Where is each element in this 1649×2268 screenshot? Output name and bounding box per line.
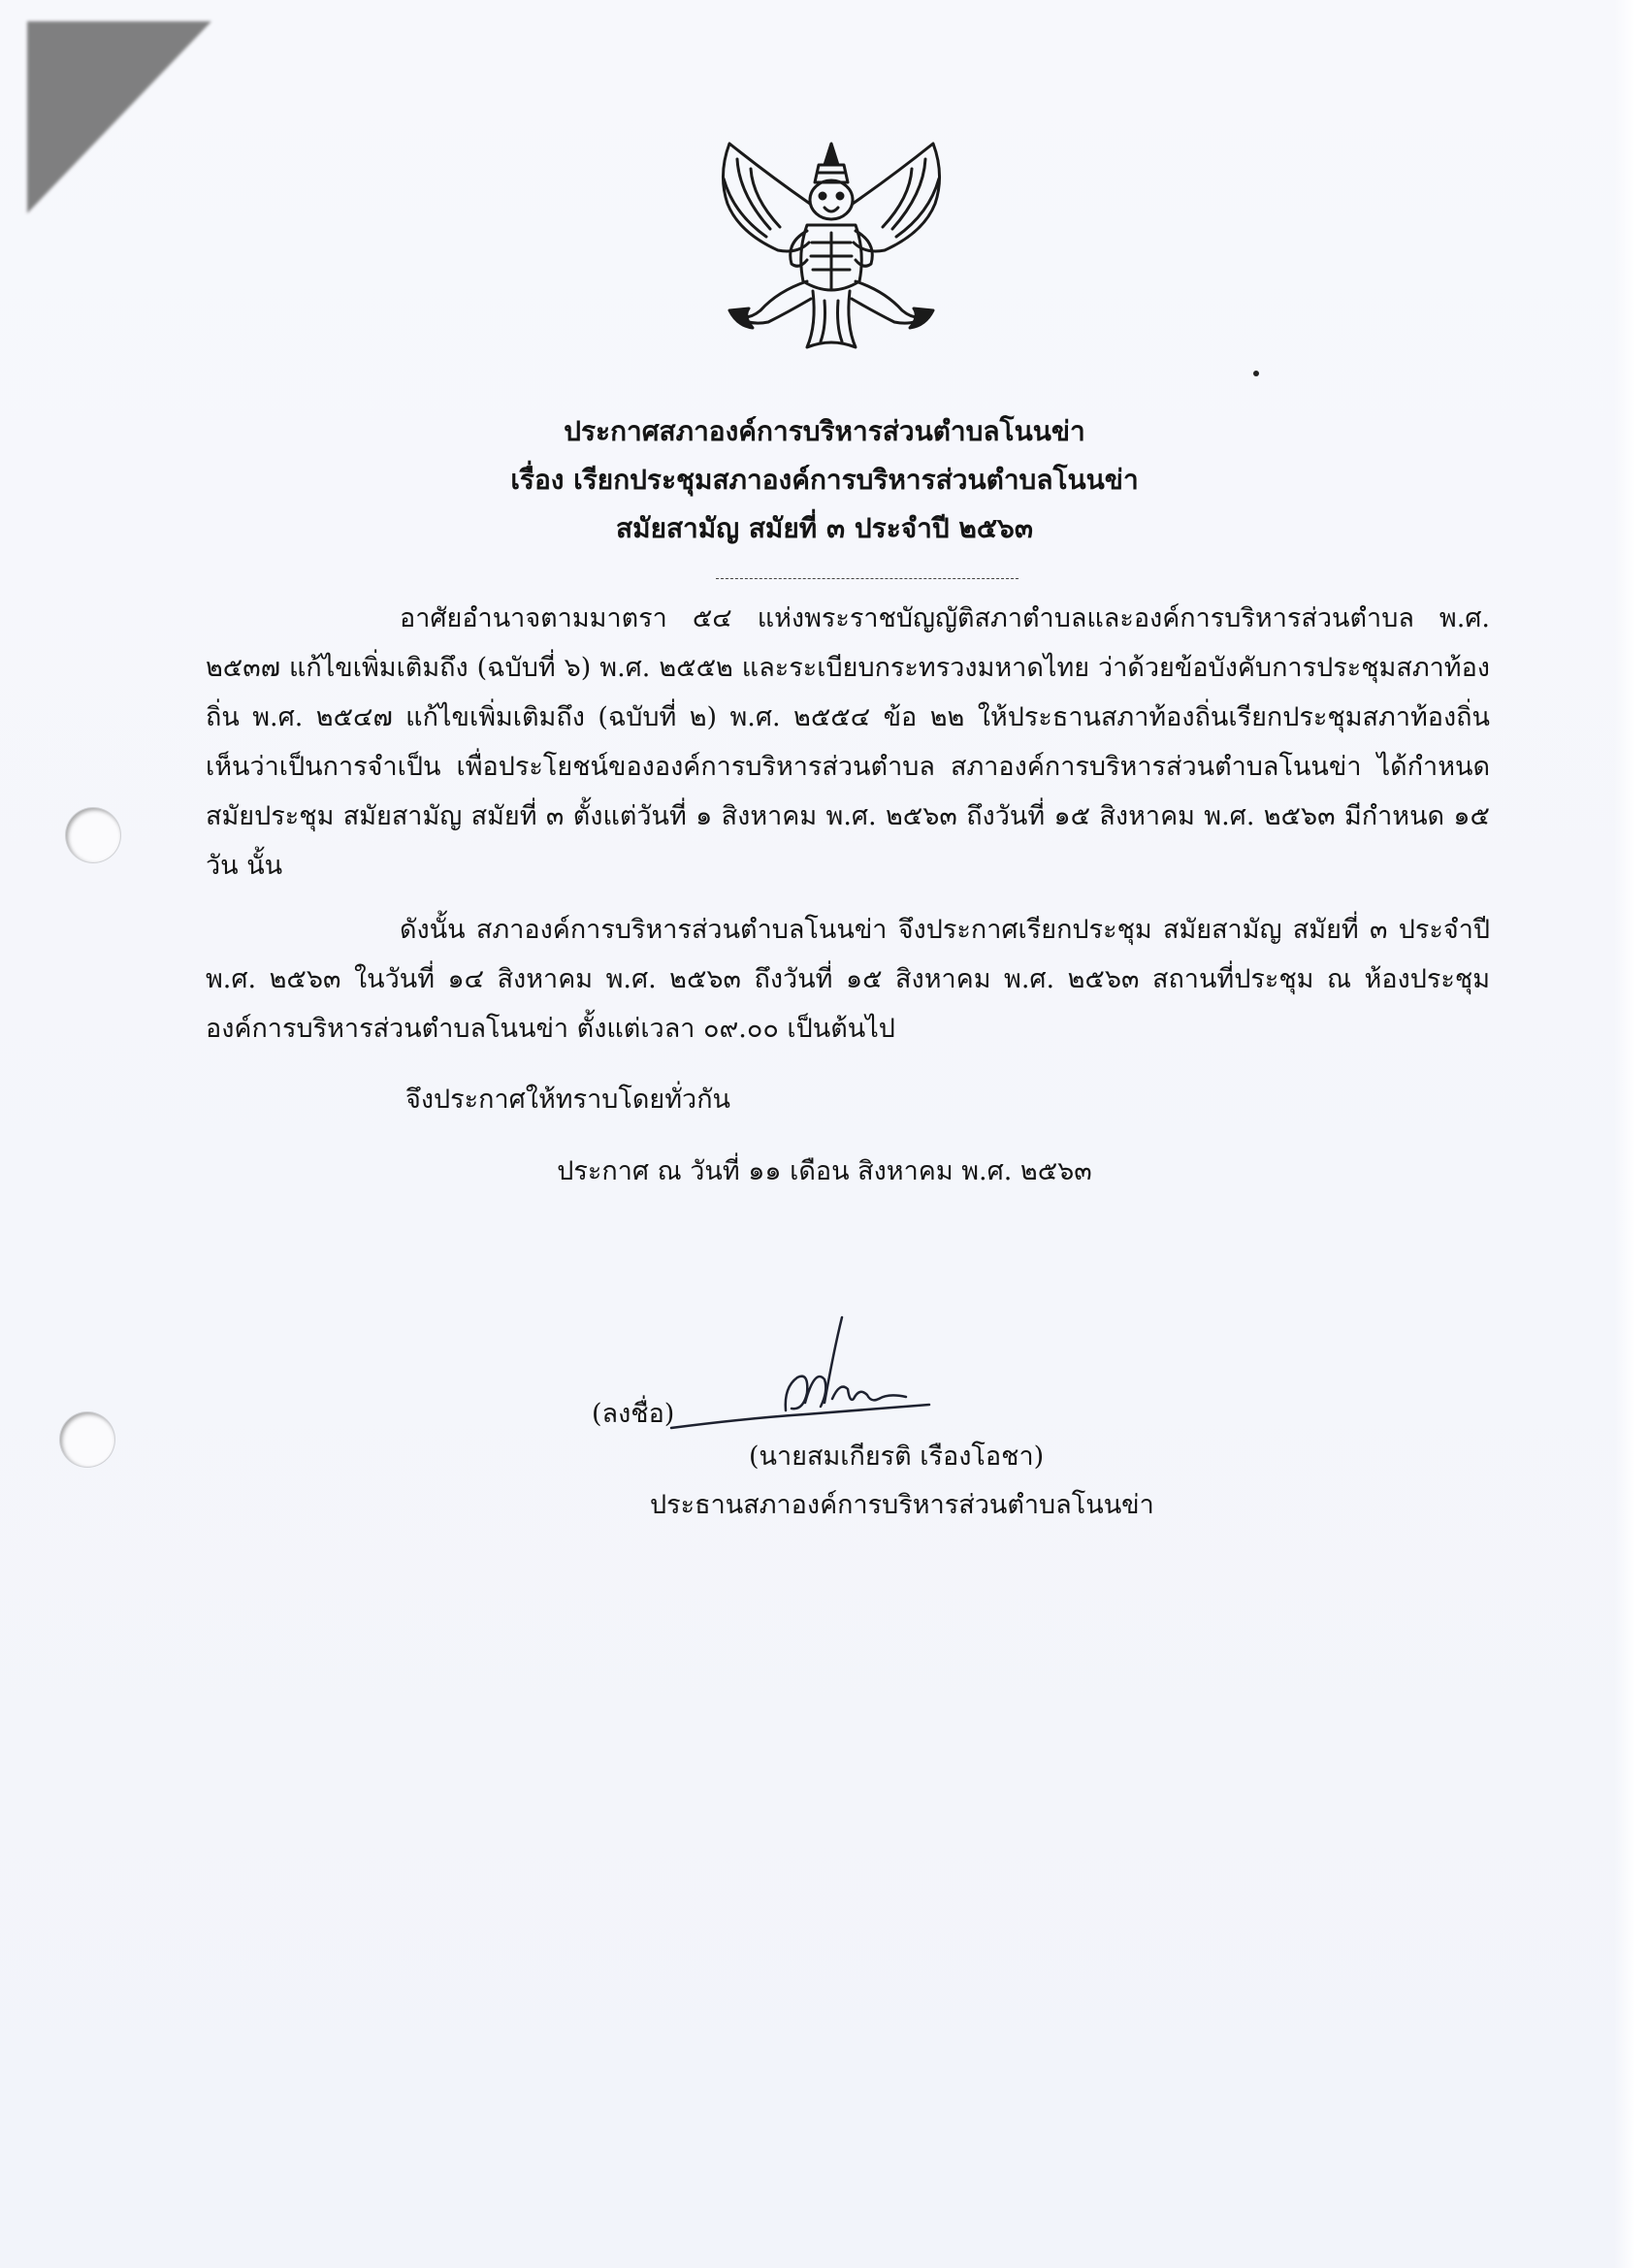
announcement-body xyxy=(206,594,1490,1068)
paper-edge xyxy=(1614,0,1649,2268)
signature-label: (ลงชื่อ) xyxy=(592,1399,675,1429)
title-line-org: ประกาศสภาองค์การบริหารส่วนตำบลโนนข่า xyxy=(564,415,1085,447)
paragraph-meeting-call: ดังนั้น สภาองค์การบริหารส่วนตำบลโนนข่า จึงประกาศเรียกประชุม สมัยสามัญ สมัยที่ ๓ ประจำปี พ.ศ. ๒๕๖๓ ในวันที่ ๑๔ สิงหาคม พ.ศ. ๒๕๖๓ ถึงวันที่ ๑๕ สิงหาคม พ.ศ. ๒๕๖๓ สถานที่ประชุม ณ ห้องประชุมองค์การบริหารส่วนตำบลโนนข่า ตั้งแต่เวลา ๐๙.๐๐ เป็นต้นไป xyxy=(206,915,1490,1044)
signer-position: ประธานสภาองค์การบริหารส่วนตำบลโนนข่า xyxy=(650,1490,1154,1520)
ink-speck xyxy=(1253,371,1259,376)
paragraph-authority: อาศัยอำนาจตามมาตรา ๕๔ แห่งพระราชบัญญัติสภาตำบลและองค์การบริหารส่วนตำบล พ.ศ. ๒๕๓๗ แก้ไขเพิ่มเติมถึง (ฉบับที่ ๖) พ.ศ. ๒๕๕๒ และระเบียบกระทรวงมหาดไทย ว่าด้วยข้อบังคับการประชุมสภาท้องถิ่น พ.ศ. ๒๕๔๗ แก้ไขเพิ่มเติมถึง (ฉบับที่ ๒) พ.ศ. ๒๕๕๔ ข้อ ๒๒ ให้ประธานสภาท้องถิ่นเรียกประชุมสภาท้องถิ่น เห็นว่าเป็นการจำเป็น เพื่อประโยชน์ขององค์การบริหารส่วนตำบล สภาองค์การบริหารส่วนตำบลโนนข่า ได้กำหนดสมัยประชุม สมัยสามัญ สมัยที่ ๓ ตั้งแต่วันที่ ๑ สิงหาคม พ.ศ. ๒๕๖๓ ถึงวันที่ ๑๕ สิงหาคม พ.ศ. ๒๕๖๓ มีกำหนด ๑๕ วัน นั้น xyxy=(206,603,1490,881)
handwritten-signature xyxy=(669,1310,941,1436)
punch-hole xyxy=(60,1412,114,1467)
announcement-title xyxy=(0,407,1649,553)
title-divider xyxy=(716,578,1018,579)
signer-name: (นายสมเกียรติ เรืองโอชา) xyxy=(749,1442,1045,1472)
closing-statement: จึงประกาศให้ทราบโดยทั่วกัน xyxy=(405,1085,730,1115)
title-line-session: สมัยสามัญ สมัยที่ ๓ ประจำปี ๒๕๖๓ xyxy=(616,512,1033,544)
title-line-subject: เรื่อง เรียกประชุมสภาองค์การบริหารส่วนตำบลโนนข่า xyxy=(510,464,1139,496)
announcement-date: ประกาศ ณ วันที่ ๑๑ เดือน สิงหาคม พ.ศ. ๒๕๖๓ xyxy=(557,1156,1092,1186)
punch-hole xyxy=(66,808,120,862)
garuda-emblem-icon xyxy=(710,136,953,354)
folded-corner xyxy=(27,21,211,213)
